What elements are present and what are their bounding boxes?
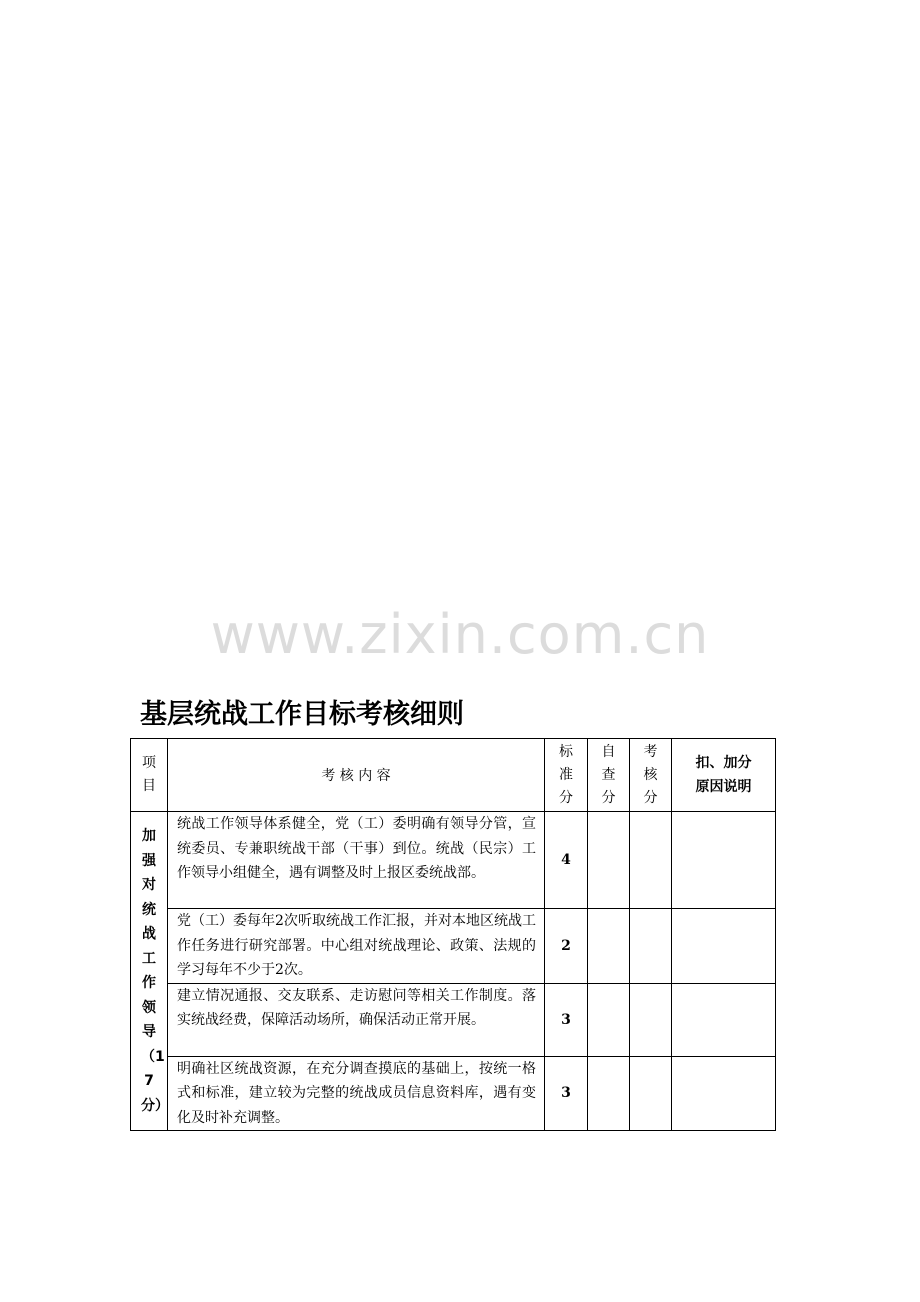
header-content: 考 核 内 容 [168, 739, 545, 812]
row-assessment-score[interactable] [630, 983, 672, 1056]
header-self-check-score: 自查分 [588, 739, 630, 812]
document-title: 基层统战工作目标考核细则 [140, 699, 464, 730]
row-standard-score: 3 [545, 983, 588, 1056]
row-self-check-score[interactable] [588, 909, 630, 984]
row-assessment-score[interactable] [630, 812, 672, 909]
row-content: 建立情况通报、交友联系、走访慰问等相关工作制度。落实统战经费，保障活动场所，确保活动正常开展。 [168, 983, 545, 1056]
row-self-check-score[interactable] [588, 812, 630, 909]
row-standard-score: 2 [545, 909, 588, 984]
row-note[interactable] [672, 909, 776, 984]
row-note[interactable] [672, 1056, 776, 1131]
header-standard-score: 标准分 [545, 739, 588, 812]
row-content: 明确社区统战资源，在充分调查摸底的基础上，按统一格式和标准，建立较为完整的统战成员信息资料库，遇有变化及时补充调整。 [168, 1056, 545, 1131]
row-assessment-score[interactable] [630, 909, 672, 984]
header-item: 项目 [131, 739, 168, 812]
row-content: 统战工作领导体系健全，党（工）委明确有领导分管，宣统委员、专兼职统战干部（干事）到位。统战（民宗）工作领导小组健全，遇有调整及时上报区委统战部。 [168, 812, 545, 909]
row-standard-score: 4 [545, 812, 588, 909]
table-row [131, 909, 776, 984]
row-note[interactable] [672, 983, 776, 1056]
table-row [131, 983, 776, 1056]
watermark: www.zixin.com.cn [210, 603, 710, 666]
row-note[interactable] [672, 812, 776, 909]
row-standard-score: 3 [545, 1056, 588, 1131]
table-header-row [131, 739, 776, 812]
assessment-table [130, 738, 776, 1131]
header-note: 扣、加分 原因说明 [672, 739, 776, 812]
header-assessment-score: 考核分 [630, 739, 672, 812]
row-self-check-score[interactable] [588, 983, 630, 1056]
table-row [131, 812, 776, 909]
category-cell: 加强对统战工作领导（17分） [131, 812, 168, 1131]
table-row [131, 1056, 776, 1131]
row-self-check-score[interactable] [588, 1056, 630, 1131]
row-assessment-score[interactable] [630, 1056, 672, 1131]
row-content: 党（工）委每年2次听取统战工作汇报，并对本地区统战工作任务进行研究部署。中心组对统战理论、政策、法规的学习每年不少于2次。 [168, 909, 545, 984]
